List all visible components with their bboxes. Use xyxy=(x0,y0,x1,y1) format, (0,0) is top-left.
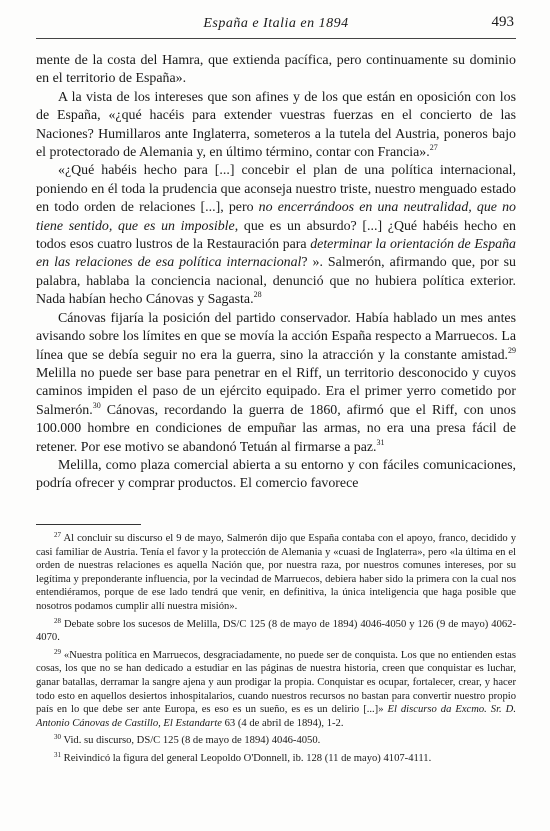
footnote-text: Debate sobre los sucesos de Melilla, DS/C 125 (8 de mayo de 1894) 4046-4050 y 126 (9 de mayo) 4062-4070. xyxy=(36,618,516,644)
running-title: España e Italia en 1894 xyxy=(203,16,349,31)
footnotes xyxy=(36,532,516,770)
footnote-ref: 28 xyxy=(253,290,262,300)
footnote-number: 28 xyxy=(54,616,61,625)
italic-quote: no encerrándoos en una neutralidad, que no tiene sentido, que es un imposible xyxy=(36,200,516,234)
footnote-text: Vid. su discurso, DS/C 125 (8 de mayo de 1894) 4046-4050. xyxy=(61,735,321,747)
footnote-number: 27 xyxy=(54,531,61,539)
footnote-number: 30 xyxy=(54,733,61,742)
footnote-number: 31 xyxy=(54,750,61,759)
paragraph-text: , que es un absurdo? [...] ¿Qué habéis hecho en todos esos cuatro lustros de la Restauración para xyxy=(36,218,516,253)
paragraph-1 xyxy=(36,52,516,89)
footnote-text: Reivindicó la figura del general Leopoldo O'Donnell, ib. 128 (11 de mayo) 4107-4111. xyxy=(61,752,432,764)
paragraph-text: Melilla, como plaza comercial abierta a su entorno y con fáciles comunicaciones, podría ofrecer y comprar productos. El comercio favorece xyxy=(36,457,516,492)
main-text xyxy=(36,52,516,494)
footnote-28 xyxy=(36,618,516,645)
footnote-text: 63 (4 de abril de 1894), 1-2. xyxy=(221,717,344,729)
running-header xyxy=(36,14,516,39)
footnote-number: 29 xyxy=(54,647,61,656)
footnote-ref: 30 xyxy=(92,400,101,410)
footnote-ref: 31 xyxy=(376,437,385,447)
paragraph-text: A la vista de los intereses que son afines y de los que están en oposición con los de España, «¿qué hacéis para extender vuestras fuerzas en el concierto de las Naciones? Humillaros ante Inglaterra, someteros a la tutela del Austria, poneros bajo el protectorado de Alemania y, en último término, contar con Francia». xyxy=(36,89,516,161)
paragraph-5 xyxy=(36,457,516,494)
footnote-30 xyxy=(36,734,516,748)
footnote-27 xyxy=(36,532,516,614)
paragraph-text: «¿Qué habéis hecho para [...] concebir el plan de una política internacional, poniendo en él toda la prudencia que aconseja nuestro triste, nuestro menguado estado en todo orden de relaciones [...], pero xyxy=(36,163,516,216)
paragraph-2 xyxy=(36,89,516,163)
footnote-italic: El discurso da Excmo. Sr. D. Antonio Cánovas de Castillo, El Estandarte xyxy=(36,704,516,729)
paragraph-text: ? ». Salmerón, afirmando que, por su palabra, hablaba la conciencia nacional, denunció que no hubiera política exterior. Nada habían hecho Cánovas y Sagasta. xyxy=(36,255,516,308)
italic-quote: determinar la orientación de España en las relaciones de esa política internacional xyxy=(36,237,516,271)
footnote-divider xyxy=(36,524,141,525)
footnote-text: Al concluir su discurso el 9 de mayo, Salmerón dijo que España contaba con el apoyo, franco, decidido y casi familiar de Austria. Tenía el favor y la protección de Alemania y «cuasi de Inglaterra», pero «la última en el orden de nuestras relaciones es aquella Nación que, por nuestra raza, por nuestros comunes intereses, por su legítima y preponderante influencia, por la vecindad de Marruecos, debiera haber sido la primera con la cual nos entendiéramos, porque de ese lado tendrá que venir, en definitiva, la única inteligencia que haga posible que nosotros podamos cumplir allí nuestra misión». xyxy=(36,533,516,612)
paragraph-text: mente de la costa del Hamra, que extienda pacífica, pero continuamente su dominio en el territorio de España». xyxy=(36,53,516,87)
paragraph-text: Melilla no puede ser base para penetrar en el Riff, un territorio desconocido y cuyos caminos impiden el paso de un ejército equipado. Era el primer yerro cometido por Salmerón. xyxy=(36,365,516,418)
paragraph-text: Cánovas fijaría la posición del partido conservador. Había hablado un mes antes avisando sobre los límites en que se movía la acción España respecto a Marruecos. La línea que se debía seguir no era la guerra, sino la atracción y la constante amistad. xyxy=(36,310,516,363)
footnote-ref: 29 xyxy=(508,345,516,355)
paragraph-text: Cánovas, recordando la guerra de 1860, afirmó que el Riff, con unos 100.000 hombre en condiciones de empuñar las armas, no era una presa fácil de retener. Por ese motivo se abandonó Tetuán al firmarse a paz. xyxy=(36,402,516,455)
paragraph-4 xyxy=(36,310,516,457)
footnote-ref: 27 xyxy=(429,143,438,153)
paragraph-3 xyxy=(36,162,516,309)
footnote-31 xyxy=(36,752,516,766)
footnote-29 xyxy=(36,649,516,731)
page-number: 493 xyxy=(491,14,514,30)
footnote-text: «Nuestra política en Marruecos, desgraciadamente, no puede ser de conquista. Los que no entienden estas cosas, los que no se han dedicado a estudiar en las páginas de nuestra historia, creen que conquistar es luchar, ganar batallas, derramar la sangre ajena y aun prodigar la propia. Conquistar es ocupar, fortalecer, crear, y hacer todo esto en aquellos desiertos inhospitalarios, cuando nuestros recursos no bastan para convertir nuestro propio país en lo que debe ser ante Europa, es eso es un sueño, es es un delirio [...]» xyxy=(36,649,516,716)
